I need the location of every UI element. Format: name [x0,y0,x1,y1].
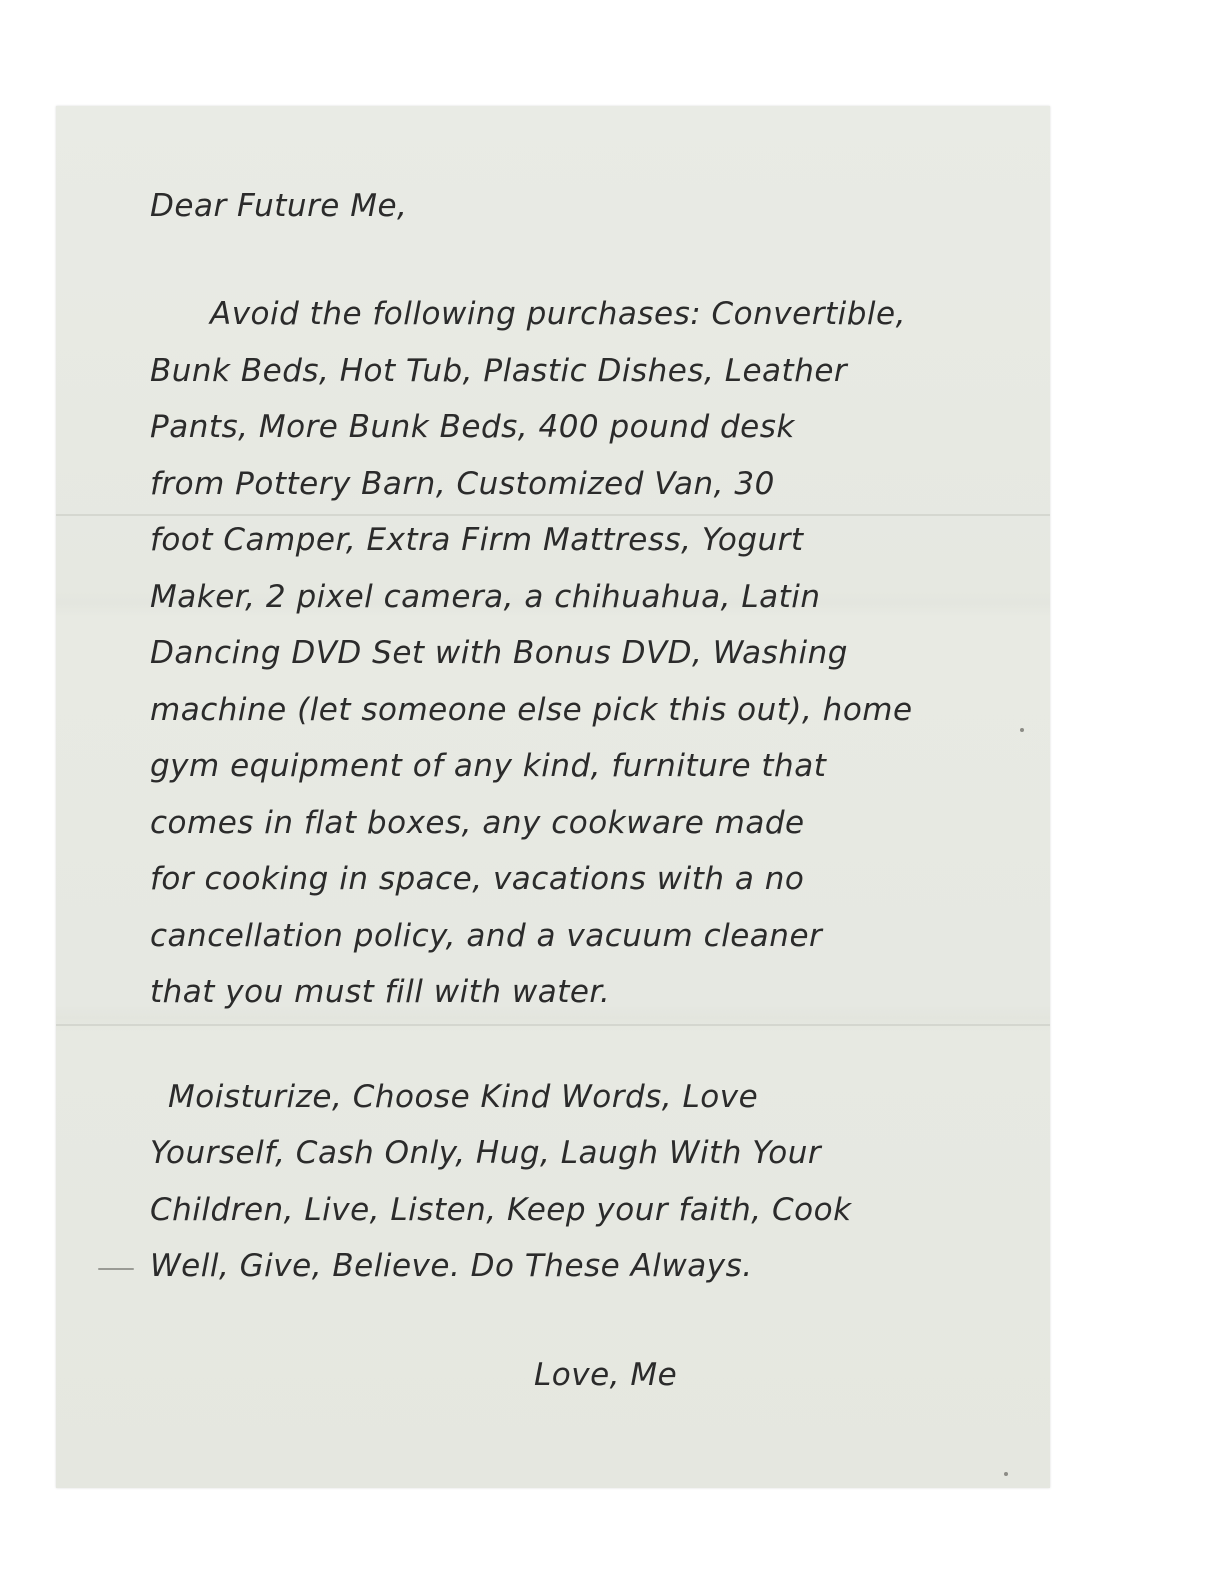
letter-line: machine (let someone else pick this out), home [150,691,913,728]
letter-line: Children, Live, Listen, Keep your faith, Cook [150,1191,852,1228]
letter-line: Maker, 2 pixel camera, a chihuahua, Latin [150,578,821,615]
letter-line: cancellation policy, and a vacuum cleaner [150,917,823,954]
letter-line: for cooking in space, vacations with a no [150,861,805,897]
paper-speck [98,1268,134,1270]
handwritten-letter [150,178,990,1403]
letter-greeting: Dear Future Me, [150,188,408,224]
letter-line: gym equipment of any kind, furniture that [150,748,827,784]
letter-line: comes in flat boxes, any cookware made [150,804,805,841]
letter-line: Dancing DVD Set with Bonus DVD, Washing [150,635,848,671]
letter-line: Moisturize, Choose Kind Words, Love [168,1078,759,1115]
paper-speck [1004,1472,1008,1476]
letter-line: Avoid the following purchases: Convertible, [210,296,906,332]
paper-speck [1020,728,1024,732]
letter-paragraph-advice [150,1069,950,1295]
letter-line: Well, Give, Believe. Do These Always. [150,1248,753,1284]
letter-line: Bunk Beds, Hot Tub, Plastic Dishes, Leather [150,352,848,389]
letter-line: from Pottery Barn, Customized Van, 30 [150,465,775,502]
letter-line: that you must fill with water. [150,974,611,1010]
letter-line: Pants, More Bunk Beds, 400 pound desk [150,409,795,445]
letter-closing: Love, Me [534,1356,678,1393]
letter-line: foot Camper, Extra Firm Mattress, Yogurt [150,522,804,558]
letter-line: Yourself, Cash Only, Hug, Laugh With Your [150,1135,822,1171]
letter-paragraph-purchases [150,286,990,1021]
